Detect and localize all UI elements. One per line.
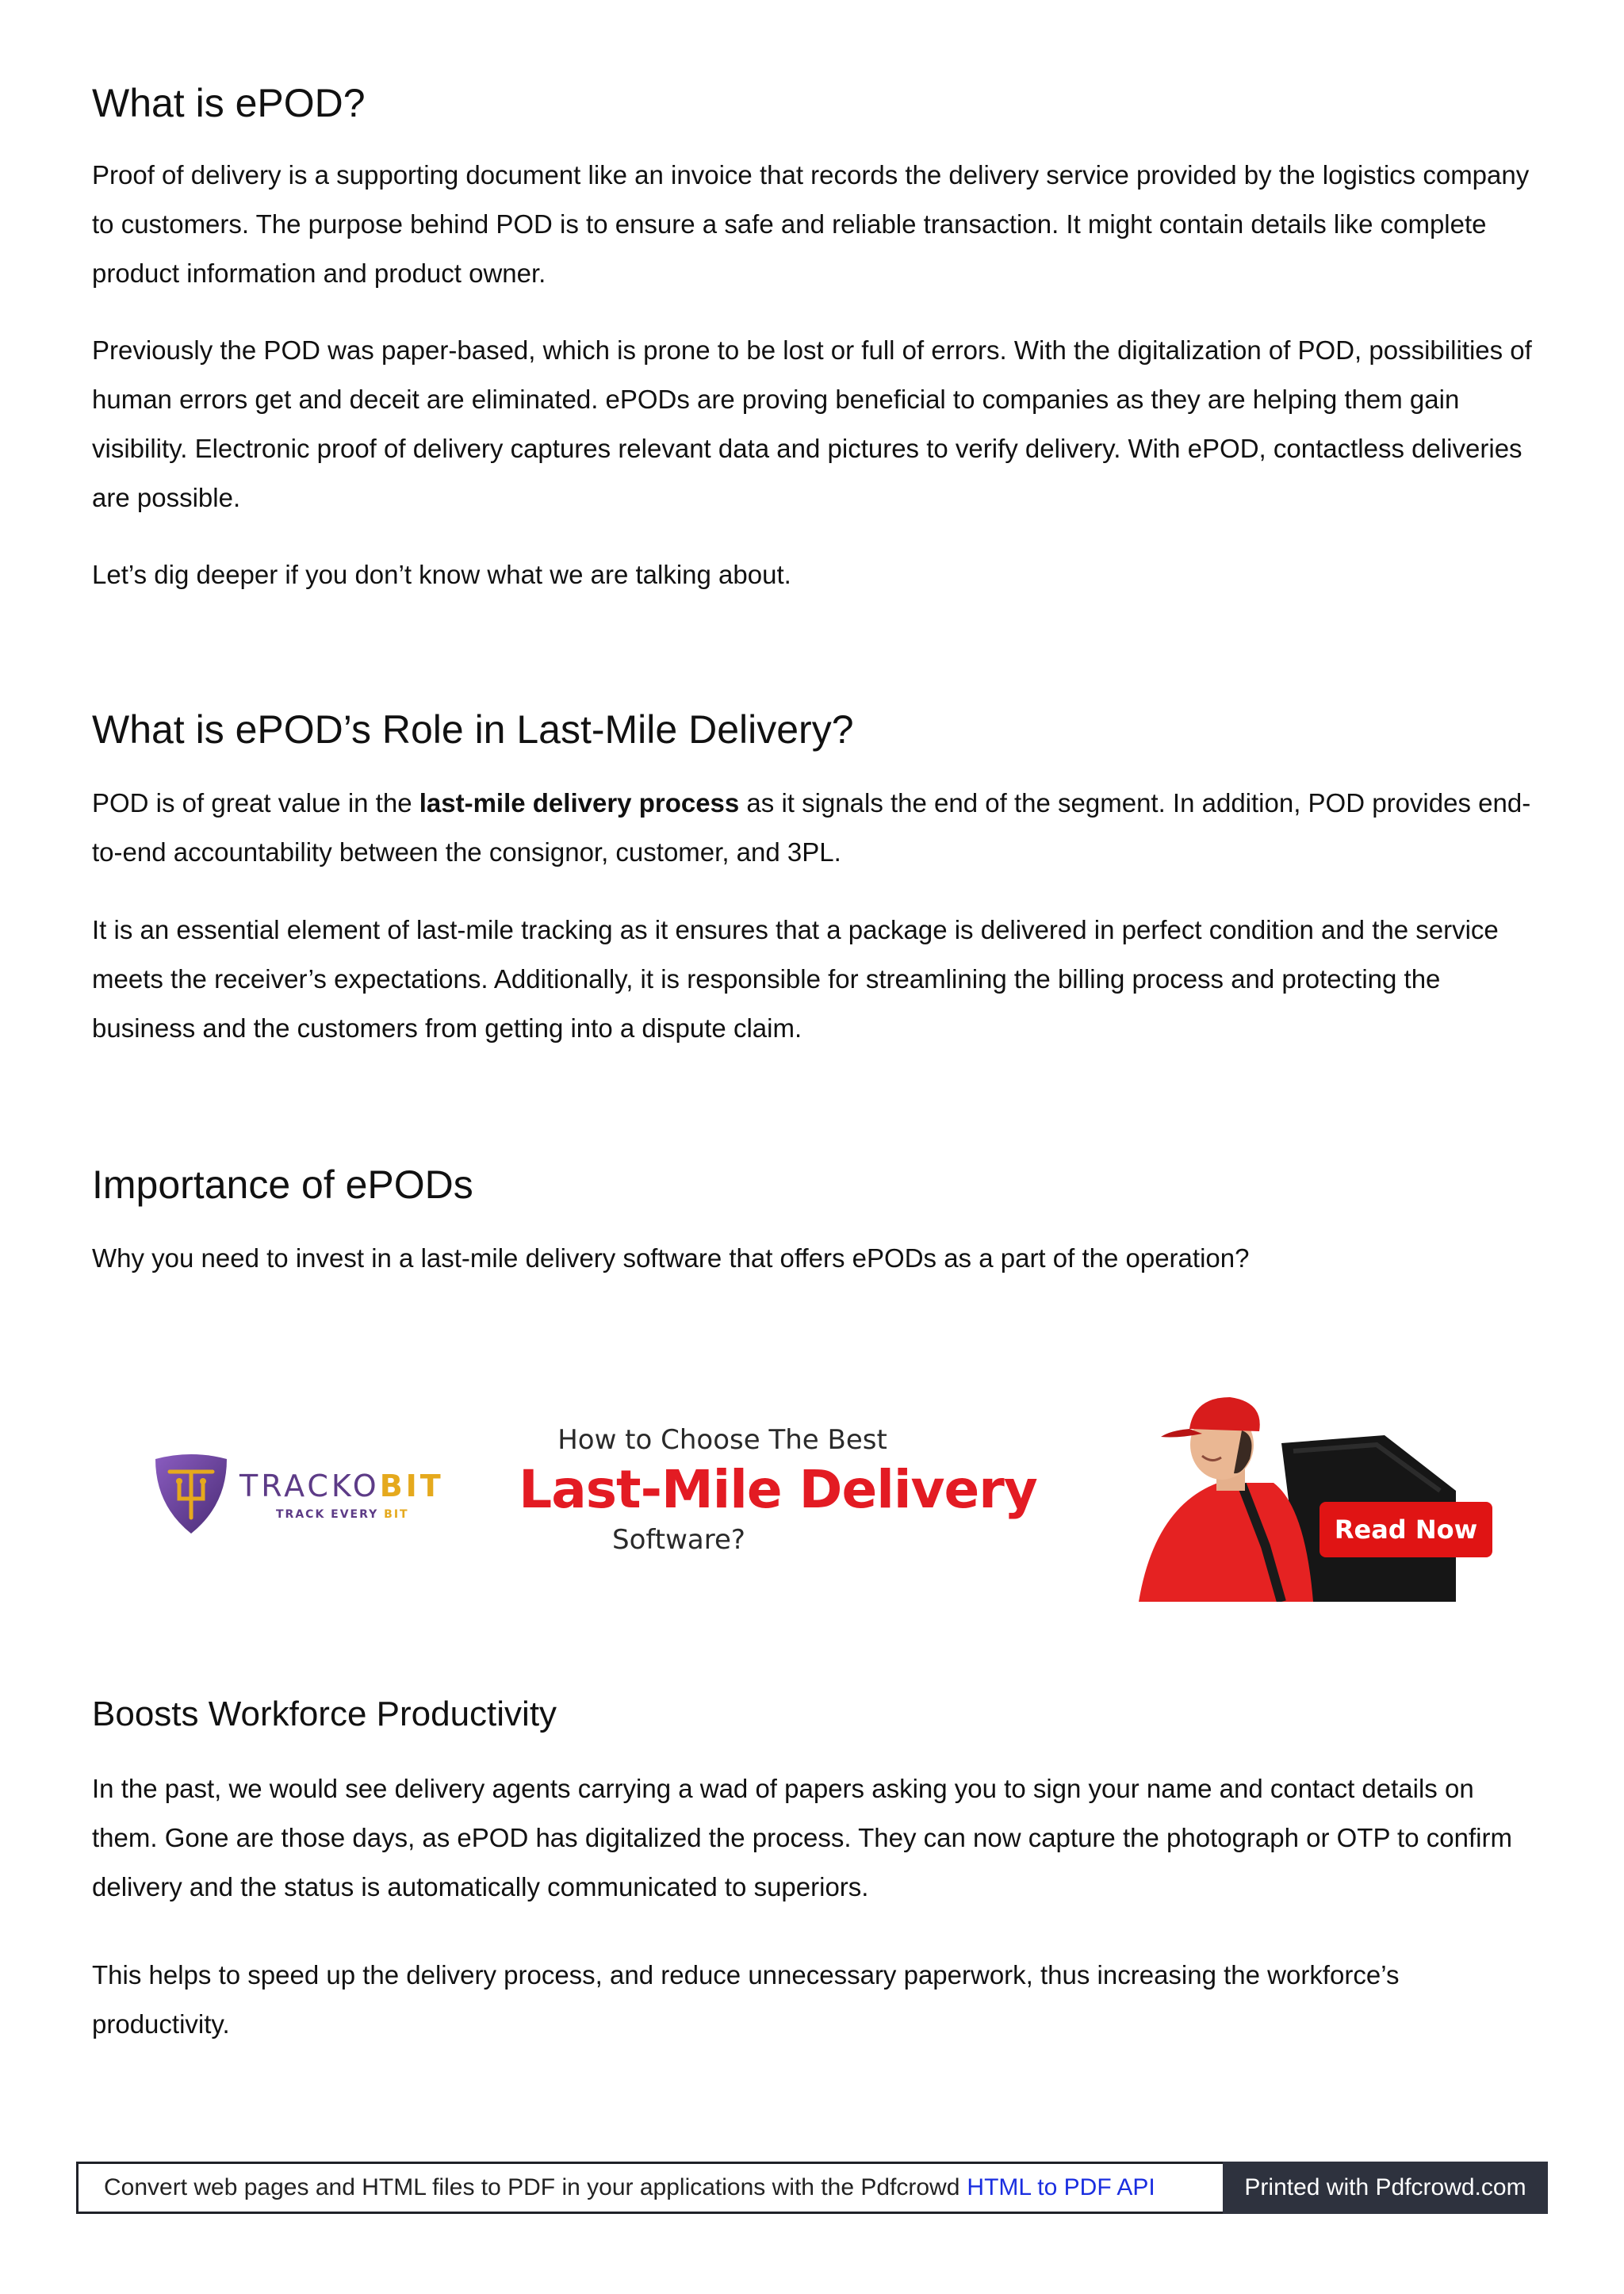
paragraph-delivery-agents: In the past, we would see delivery agents carrying a wad of papers asking you to sign your name and contact details on them. Gone are those days, as ePOD has digitalized the process. They can now capture the photograph or OTP to confirm delivery and the status is automatically communicated to superiors. xyxy=(92,1774,1512,1901)
heading-boosts-productivity: Boosts Workforce Productivity xyxy=(92,1695,557,1733)
bold-last-mile-process: last-mile delivery process xyxy=(419,788,740,818)
logo-word-main: TRACKO xyxy=(239,1469,380,1503)
pdfcrowd-footer xyxy=(76,2162,1548,2214)
banner-line-1: How to Choose The Best xyxy=(557,1424,887,1456)
logo-word-accent: BIT xyxy=(379,1469,444,1503)
printed-with-badge[interactable]: Printed with Pdfcrowd.com xyxy=(1223,2162,1548,2214)
paragraph-last-mile-tracking: It is an essential element of last-mile tracking as it ensures that a package is delivered in perfect condition and the service meets the receiver’s expectations. Additionally, it is responsible for streamlining the billing process and protecting the business and the customers from getting into a dispute claim. xyxy=(92,915,1499,1043)
logo-wordmark xyxy=(239,1469,444,1503)
trackobit-logo-icon xyxy=(147,1450,235,1537)
paragraph-paper-based-pod: Previously the POD was paper-based, which is prone to be lost or full of errors. With the digitalization of POD, possibilities of human errors get and deceit are eliminated. ePODs are proving beneficial to companies as they are helping them gain visibility. Electronic proof of delivery captures relevant data and pictures to verify delivery. With ePOD, contactless deliveries are possible. xyxy=(92,335,1532,512)
paragraph-dig-deeper: Let’s dig deeper if you don’t know what we are talking about. xyxy=(92,560,791,589)
paragraph-pod-definition: Proof of delivery is a supporting document like an invoice that records the delivery service provided by the logistics company to customers. The purpose behind POD is to ensure a safe and reliable transaction. It might contain details like complete product information and product owner. xyxy=(92,160,1530,288)
banner-headline: Last-Mile Delivery xyxy=(519,1459,1037,1520)
paragraph-pod-value xyxy=(92,779,1535,877)
footer-convert-notice xyxy=(76,2162,1223,2214)
heading-importance: Importance of ePODs xyxy=(92,1162,473,1207)
logo-tagline xyxy=(276,1508,409,1521)
banner-line-3: Software? xyxy=(612,1524,745,1556)
pod-value-text-start: POD is of great value in the xyxy=(92,788,419,818)
promo-banner[interactable] xyxy=(92,1372,1527,1602)
pod-value-text-end: as it signals the end of the segment. In addition, POD provides end-to-end accountability between the consignor, customer, and 3PL. xyxy=(92,788,1531,867)
logo-tag-accent: BIT xyxy=(384,1508,409,1521)
heading-what-is-epod: What is ePOD? xyxy=(92,81,366,125)
logo-tag-main: TRACK EVERY xyxy=(276,1508,385,1521)
heading-epod-role: What is ePOD’s Role in Last-Mile Delivery? xyxy=(92,707,854,752)
delivery-courier-illustration xyxy=(1123,1388,1456,1602)
read-now-button[interactable]: Read Now xyxy=(1320,1502,1492,1557)
paragraph-speed-up: This helps to speed up the delivery process, and reduce unnecessary paperwork, thus increasing the workforce’s productivity. xyxy=(92,1960,1400,2039)
html-to-pdf-api-link[interactable]: HTML to PDF API xyxy=(967,2174,1155,2200)
paragraph-why-invest: Why you need to invest in a last-mile delivery software that offers ePODs as a part of the operation? xyxy=(92,1243,1250,1273)
footer-text: Convert web pages and HTML files to PDF in your applications with the Pdfcrowd xyxy=(104,2174,960,2200)
